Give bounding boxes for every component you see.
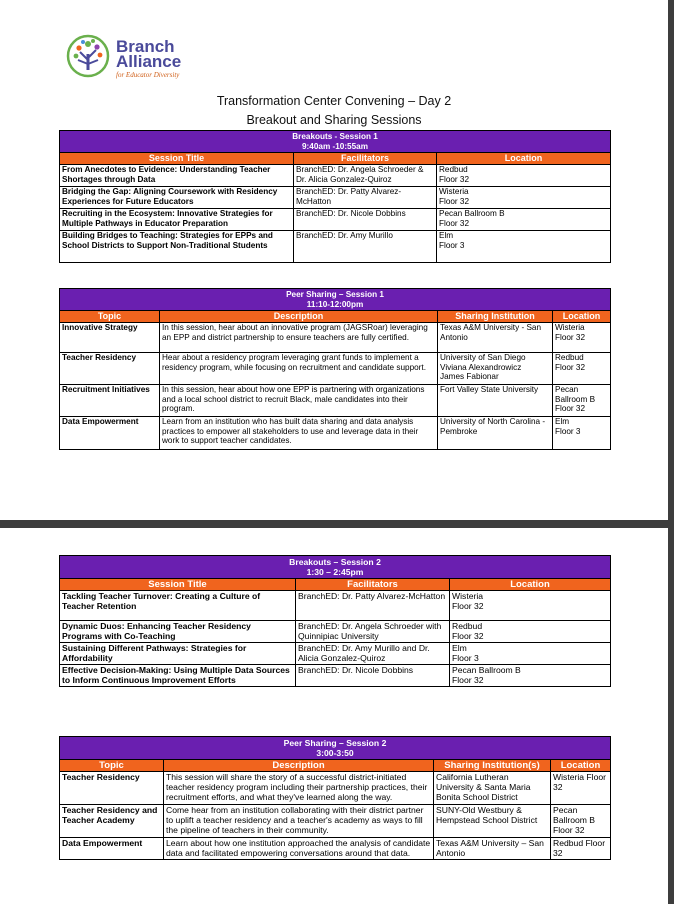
table-row <box>60 772 611 805</box>
topic-cell: Data Empowerment <box>60 417 160 450</box>
institution-cell <box>438 353 553 385</box>
location-cell: Wisteria Floor 32 <box>551 772 611 805</box>
facilitators-cell: BranchED: Dr. Nicole Dobbins <box>294 209 437 231</box>
table-title-row <box>60 289 611 311</box>
institution-cell: California Lutheran University & Santa Maria Bonita School District <box>434 772 551 805</box>
topic-cell: Teacher Residency <box>60 772 164 805</box>
column-header: Session Title <box>60 153 294 165</box>
scrollbar[interactable] <box>668 0 674 904</box>
breakouts-session-1-table <box>59 130 611 263</box>
column-header: Facilitators <box>294 153 437 165</box>
column-header: Sharing Institution(s) <box>434 760 551 772</box>
peer-sharing-session-1-table <box>59 288 611 450</box>
facilitators-cell: BranchED: Dr. Angela Schroeder & Dr. Alicia Gonzalez-Quiroz <box>294 165 437 187</box>
topic-cell: Teacher Residency and Teacher Academy <box>60 805 164 838</box>
column-header: Facilitators <box>296 579 450 591</box>
column-header: Location <box>437 153 611 165</box>
location-cell <box>437 231 611 263</box>
column-header: Sharing Institution <box>438 311 553 323</box>
location-cell <box>437 187 611 209</box>
description-cell: This session will share the story of a successful district-initiated teacher residency program including their partnership practices, their recruitment efforts, and what they've learned along the way. <box>164 772 434 805</box>
session-title-cell: Tackling Teacher Turnover: Creating a Culture of Teacher Retention <box>60 591 296 621</box>
location-text: Elm Floor 3 <box>439 231 465 250</box>
location-text: Redbud Floor 32 <box>439 165 470 184</box>
session-title: Peer Sharing – Session 2 <box>283 738 387 748</box>
description-cell: Learn about how one institution approached the analysis of candidate data and facilitated empowering conversations around that data. <box>164 838 434 860</box>
column-header: Location <box>553 311 611 323</box>
description-cell: In this session, hear about an innovative program (JAGSRoar) leveraging an EPP and district partnership to ensure teachers are fully certified. <box>160 323 438 353</box>
location-text: Pecan Ballroom B Floor 32 <box>452 665 521 685</box>
column-header: Topic <box>60 760 164 772</box>
session-time: 1:30 – 2:45pm <box>306 567 364 577</box>
institution-cell: University of North Carolina - Pembroke <box>438 417 553 450</box>
location-text: Elm Floor 3 <box>555 417 581 436</box>
table-row <box>60 591 611 621</box>
breakouts-session-2-table <box>59 555 611 687</box>
location-text: Wisteria Floor 32 <box>452 591 484 611</box>
table-header-row <box>60 579 611 591</box>
description-cell: Come hear from an institution collaborating with their district partner to uplift a teacher residency and a teacher's academy as ways to fill the pipeline of teachers in their community. <box>164 805 434 838</box>
tree-logo-icon <box>66 34 110 78</box>
session-title-cell: Dynamic Duos: Enhancing Teacher Residency Programs with Co-Teaching <box>60 621 296 643</box>
column-header: Topic <box>60 311 160 323</box>
session-title-cell: Sustaining Different Pathways: Strategies for Affordability <box>60 643 296 665</box>
location-cell <box>437 165 611 187</box>
logo-line-1: Branch <box>116 37 175 56</box>
table-header-row <box>60 311 611 323</box>
session-time: 3:00-3:50 <box>316 748 354 758</box>
facilitators-cell: BranchED: Dr. Patty Alvarez-McHatton <box>294 187 437 209</box>
table-row <box>60 838 611 860</box>
column-header: Session Title <box>60 579 296 591</box>
facilitators-cell: BranchED: Dr. Nicole Dobbins <box>296 665 450 687</box>
logo-line-2: Alliance <box>116 52 182 71</box>
session-title-cell: Building Bridges to Teaching: Strategies for EPPs and School Districts to Support Non-Traditional Students <box>60 231 294 263</box>
facilitators-cell: BranchED: Dr. Amy Murillo and Dr. Alicia Gonzalez-Quiroz <box>296 643 450 665</box>
topic-cell: Teacher Residency <box>60 353 160 385</box>
column-header: Description <box>160 311 438 323</box>
table-row <box>60 621 611 643</box>
session-title: Breakouts - Session 1 <box>292 132 378 141</box>
table-title-row <box>60 556 611 579</box>
location-text: Elm Floor 3 <box>452 643 479 663</box>
description-cell: In this session, hear about how one EPP is partnering with organizations and a local school district to recruit Black, male candidates into their program. <box>160 385 438 417</box>
location-text: Wisteria Floor 32 <box>555 323 586 342</box>
table-row <box>60 231 611 263</box>
table-row <box>60 209 611 231</box>
column-header: Location <box>450 579 611 591</box>
table-title-row <box>60 737 611 760</box>
facilitators-cell: BranchED: Dr. Amy Murillo <box>294 231 437 263</box>
location-text: Redbud Floor 32 <box>452 621 484 641</box>
logo-tagline: for Educator Diversity <box>116 71 180 79</box>
location-text: Wisteria Floor 32 <box>439 187 470 206</box>
topic-cell: Data Empowerment <box>60 838 164 860</box>
topic-cell: Recruitment Initiatives <box>60 385 160 417</box>
document-subtitle: Breakout and Sharing Sessions <box>246 113 422 127</box>
session-time: 11:10-12:00pm <box>306 299 364 309</box>
table-row <box>60 643 611 665</box>
location-cell <box>437 209 611 231</box>
institution-text: University of San Diego Viviana Alexandrowicz James Fabionar <box>440 353 526 382</box>
institution-cell: Texas A&M University – San Antonio <box>434 838 551 860</box>
column-header: Location <box>551 760 611 772</box>
document-page-2 <box>0 528 668 904</box>
peer-sharing-session-2-table <box>59 736 611 860</box>
session-time: 9:40am -10:55am <box>302 141 368 151</box>
session-title: Peer Sharing – Session 1 <box>286 290 384 299</box>
session-title-cell: Effective Decision-Making: Using Multiple Data Sources to Inform Continuous Improvement Efforts <box>60 665 296 687</box>
location-cell <box>553 385 611 417</box>
topic-cell: Innovative Strategy <box>60 323 160 353</box>
table-row <box>60 385 611 417</box>
facilitators-cell: BranchED: Dr. Patty Alvarez-McHatton <box>296 591 450 621</box>
location-cell <box>450 665 611 687</box>
table-row <box>60 417 611 450</box>
location-cell <box>450 643 611 665</box>
table-row <box>60 353 611 385</box>
institution-cell: Fort Valley State University <box>438 385 553 417</box>
location-cell <box>553 353 611 385</box>
description-cell: Learn from an institution who has built data sharing and data analysis practices to empower all stakeholders to use and leverage data in their work to support teacher candidates. <box>160 417 438 450</box>
table-row <box>60 323 611 353</box>
table-row <box>60 805 611 838</box>
location-cell <box>450 621 611 643</box>
location-cell: Pecan Ballroom B Floor 32 <box>551 805 611 838</box>
description-cell: Hear about a residency program leveraging grant funds to implement a residency program, while focusing on recruitment and candidate support. <box>160 353 438 385</box>
table-title-row <box>60 131 611 153</box>
location-text: Pecan Ballroom B Floor 32 <box>555 385 596 414</box>
session-title-cell: Bridging the Gap: Aligning Coursework with Residency Experiences for Future Educators <box>60 187 294 209</box>
table-header-row <box>60 760 611 772</box>
table-header-row <box>60 153 611 165</box>
location-cell <box>553 323 611 353</box>
table-row <box>60 665 611 687</box>
document-title: Transformation Center Convening – Day 2 <box>216 94 452 108</box>
table-row <box>60 187 611 209</box>
branch-alliance-logo <box>66 34 216 82</box>
session-title: Breakouts – Session 2 <box>289 557 381 567</box>
session-title-cell: Recruiting in the Ecosystem: Innovative Strategies for Multiple Pathways in Educator Preparation <box>60 209 294 231</box>
location-cell <box>450 591 611 621</box>
institution-cell: Texas A&M University - San Antonio <box>438 323 553 353</box>
location-text: Pecan Ballroom B Floor 32 <box>439 209 505 228</box>
location-cell: Redbud Floor 32 <box>551 838 611 860</box>
facilitators-cell: BranchED: Dr. Angela Schroeder with Quinnipiac University <box>296 621 450 643</box>
location-cell <box>553 417 611 450</box>
table-row <box>60 165 611 187</box>
session-title-cell: From Anecdotes to Evidence: Understanding Teacher Shortages through Data <box>60 165 294 187</box>
column-header: Description <box>164 760 434 772</box>
institution-cell: SUNY-Old Westbury & Hempstead School District <box>434 805 551 838</box>
location-text: Redbud Floor 32 <box>555 353 586 372</box>
